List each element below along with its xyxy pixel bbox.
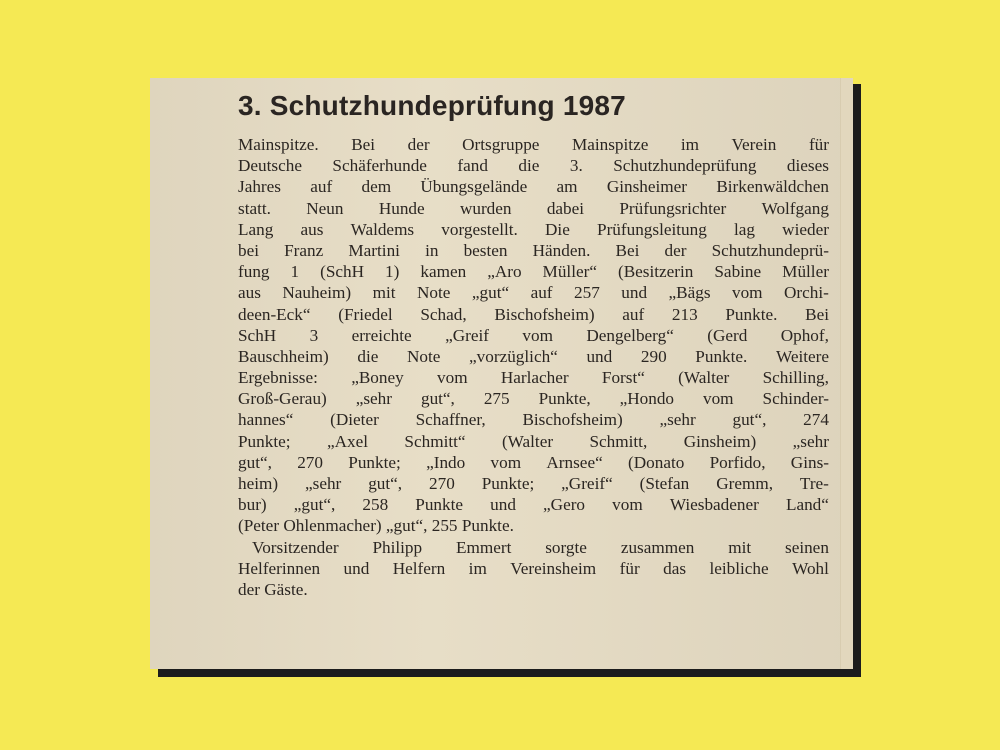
article-word: hannes“ (238, 410, 294, 430)
article-word: aus (238, 283, 261, 303)
article-word: Forst“ (601, 368, 645, 388)
article-word: wurden (459, 198, 512, 218)
article-word: Schäferhunde (332, 156, 427, 176)
article-word: der (407, 135, 430, 154)
article-word: mit (728, 537, 752, 557)
article-word: auf (530, 283, 553, 303)
article-word: Dengelberg“ (586, 325, 674, 345)
article-word: „Bägs (668, 283, 711, 303)
article-word: Waldems (350, 219, 415, 239)
article-word: Punkte; (481, 474, 535, 493)
article-word: sorgte (545, 537, 587, 557)
article-word: dabei (546, 198, 585, 218)
article-word: seinen (785, 537, 829, 557)
article-word: 257 (574, 283, 600, 303)
article-line (238, 240, 829, 261)
article-word: „vorzüglich“ (469, 346, 558, 366)
article-word: Harlacher (500, 368, 569, 388)
article-word: Händen. (532, 240, 591, 260)
article-word: und (343, 558, 370, 578)
article-word: Weitere (775, 346, 829, 366)
article-word: Bei (351, 135, 376, 154)
article-word: (Dieter (330, 410, 379, 430)
article-word: Müller (782, 262, 829, 282)
article-word: Tre- (799, 474, 829, 493)
article-word: Bauschheim) (238, 346, 329, 366)
article-line (238, 261, 829, 282)
article-word: Schaffner, (415, 410, 486, 430)
article-word: SchH (238, 325, 277, 345)
article-word: in (425, 240, 439, 260)
article-word: „sehr (355, 389, 392, 409)
article-word: und (621, 283, 648, 303)
article-word: Ginsheim) (683, 431, 757, 451)
article-word: auf (622, 304, 645, 324)
article-word: lag (734, 219, 755, 239)
article-word: aus (300, 219, 324, 239)
article-word: vom (702, 389, 734, 409)
article-line (238, 304, 829, 325)
article-word: 213 (671, 304, 698, 324)
article-line (238, 155, 829, 176)
article-word: Schmitt, (589, 431, 648, 451)
article-line (238, 198, 829, 219)
article-word: Sabine (714, 262, 762, 282)
article-word: Ginsheimer (606, 177, 688, 197)
article-word: dieses (786, 156, 829, 176)
article-word: „Greif“ (561, 474, 613, 493)
article-word: für (619, 558, 640, 578)
article-word: 3 (309, 325, 319, 345)
article-word: Gremm, (716, 474, 773, 493)
article-line (238, 346, 829, 367)
article-word: (Stefan (639, 474, 690, 493)
article-word: bei (238, 240, 259, 260)
article-line: (Peter Ohlenmacher) „gut“, 255 Punkte. (238, 516, 514, 536)
article-word: Bischofsheim) (522, 410, 623, 430)
article-word: „sehr (659, 410, 696, 430)
article-word: und (586, 346, 613, 366)
article-word: Gins- (790, 452, 829, 472)
article-line (238, 558, 829, 579)
article-word: Vorsitzender (252, 537, 339, 557)
article-word: fung (238, 262, 270, 282)
article-word: Philipp (372, 537, 423, 557)
article-word: bur) (238, 495, 267, 515)
article-word: Schad, (420, 304, 467, 324)
article-word: Schutzhundeprüfung (613, 156, 757, 176)
article-word: Schilling, (762, 368, 829, 388)
article-word: 270 (297, 452, 323, 472)
article-word: Jahres (238, 177, 281, 197)
article-word: statt. (238, 198, 271, 218)
article-word: Schinder- (762, 389, 829, 409)
article-word: gut“, (420, 389, 455, 409)
article-word: der (664, 240, 687, 260)
article-word: kamen (420, 262, 467, 282)
article-word: Punkte; (348, 452, 401, 472)
article-line (238, 452, 829, 473)
article-word: Land“ (785, 495, 829, 515)
clipping-edge-strip (840, 78, 853, 669)
article-word: Deutsche (238, 156, 302, 176)
article-word: Wiesbadener (669, 495, 759, 515)
article-word: Übungsgelände (420, 177, 528, 197)
article-word: (Donato (628, 452, 685, 472)
article-word: Bei (615, 240, 640, 260)
article-word: Birkenwäldchen (716, 177, 829, 197)
article-word: zusammen (620, 537, 695, 557)
article-word: „sehr (305, 474, 342, 493)
article-word: Mainspitze. (238, 135, 319, 154)
article-word: Arnsee“ (546, 452, 603, 472)
article-word: vom (490, 452, 522, 472)
article-word: Ortsgruppe (462, 135, 540, 154)
article-word: 1 (290, 262, 300, 282)
article-line (238, 537, 829, 558)
article-word: Note (406, 346, 441, 366)
article-word: (Walter (678, 368, 730, 388)
article-word: besten (463, 240, 508, 260)
article-line (238, 409, 829, 430)
article-word: vom (612, 495, 643, 515)
article-word: Punkte (415, 495, 464, 515)
article-word: (SchH (320, 262, 365, 282)
article-word: Wohl (792, 558, 829, 578)
article-word: gut“, (368, 474, 403, 493)
article-word: Franz (284, 240, 324, 260)
article-word: Mainspitze (571, 135, 649, 154)
article-word: Helferinnen (238, 558, 321, 578)
article-word: „Indo (426, 452, 466, 472)
article-body (238, 134, 829, 600)
article-word: Martini (348, 240, 400, 260)
article-line (238, 134, 829, 155)
article-word: 270 (429, 474, 455, 493)
article-word: Neun (306, 198, 344, 218)
article-word: Schutzhundeprü- (711, 240, 829, 260)
article-word: Orchi- (784, 283, 829, 303)
article-line (238, 431, 829, 452)
article-word: Verein (731, 135, 777, 154)
article-word: Note (416, 283, 451, 303)
article-line (238, 219, 829, 240)
article-word: 275 (483, 389, 510, 409)
article-word: Punkte, (538, 389, 591, 409)
article-word: und (490, 495, 516, 515)
article-headline: 3. Schutzhundeprüfung 1987 (238, 90, 626, 121)
article-word: vorgestellt. (441, 219, 518, 239)
article-line (238, 282, 829, 303)
article-line: der Gäste. (238, 579, 308, 599)
article-word: Helfern (392, 558, 446, 578)
article-word: 258 (362, 495, 389, 515)
article-word: Lang (238, 219, 274, 239)
article-word: im (680, 135, 700, 154)
article-word: Punkte. (695, 346, 748, 366)
article-word: (Besitzerin (617, 262, 694, 282)
article-word: die (357, 346, 379, 366)
article-word: (Friedel (338, 304, 393, 324)
article-word: vom (731, 283, 763, 303)
article-word: Ophof, (780, 325, 829, 345)
article-word: vom (522, 325, 553, 345)
article-word: Bei (805, 304, 829, 324)
article-word: 3. (569, 156, 583, 176)
article-word: Prüfungsrichter (619, 198, 727, 218)
article-word: Porfido, (709, 452, 766, 472)
article-line (238, 325, 829, 346)
article-word: Schmitt“ (404, 431, 466, 451)
article-word: fand (457, 156, 488, 176)
article-word: das (663, 558, 687, 578)
article-word: vom (437, 368, 468, 388)
article-word: Emmert (455, 537, 512, 557)
article-word: 1) (385, 262, 400, 282)
article-word: 290 (640, 346, 667, 366)
article-line (238, 473, 829, 494)
article-word: am (556, 177, 578, 197)
article-line (238, 176, 829, 197)
article-word: Müller“ (542, 262, 597, 282)
article-word: Bischofsheim) (494, 304, 595, 324)
article-word: „Axel (326, 431, 368, 451)
article-word: erreichte (351, 325, 412, 345)
article-word: im (468, 558, 487, 578)
newspaper-clipping (150, 78, 853, 669)
article-word: Punkte; (238, 431, 291, 451)
article-line (238, 367, 829, 388)
article-word: die (518, 156, 540, 176)
article-word: auf (310, 177, 333, 197)
article-word: „Hondo (619, 389, 675, 409)
article-word: „Aro (487, 262, 522, 282)
article-word: leibliche (709, 558, 769, 578)
article-word: Wolfgang (761, 198, 829, 218)
article-word: „sehr (792, 431, 829, 451)
article-word: 274 (803, 410, 829, 430)
article-word: gut“, (732, 410, 767, 430)
article-word: Die (545, 219, 570, 239)
article-word: „gut“, (293, 495, 336, 515)
article-word: Prüfungsleitung (597, 219, 707, 239)
article-word: für (808, 135, 829, 154)
article-word: Punkte. (725, 304, 778, 324)
article-line (238, 494, 829, 515)
article-word: „gut“ (471, 283, 510, 303)
article-word: Hunde (378, 198, 425, 218)
article-line (238, 388, 829, 409)
article-word: gut“, (238, 452, 272, 472)
article-word: (Walter (501, 431, 554, 451)
article-word: Vereinsheim (510, 558, 597, 578)
article-word: dem (361, 177, 392, 197)
article-word: „Gero (543, 495, 586, 515)
article-word: wieder (782, 219, 829, 239)
article-word: heim) (238, 474, 279, 493)
article-word: Nauheim) (282, 283, 352, 303)
article-word: (Gerd (707, 325, 748, 345)
article-word: Groß-Gerau) (238, 389, 327, 409)
article-word: mit (372, 283, 396, 303)
article-word: „Boney (351, 368, 404, 388)
article-word: „Greif (445, 325, 489, 345)
article-word: Ergebnisse: (238, 368, 318, 388)
article-word: deen-Eck“ (238, 304, 311, 324)
